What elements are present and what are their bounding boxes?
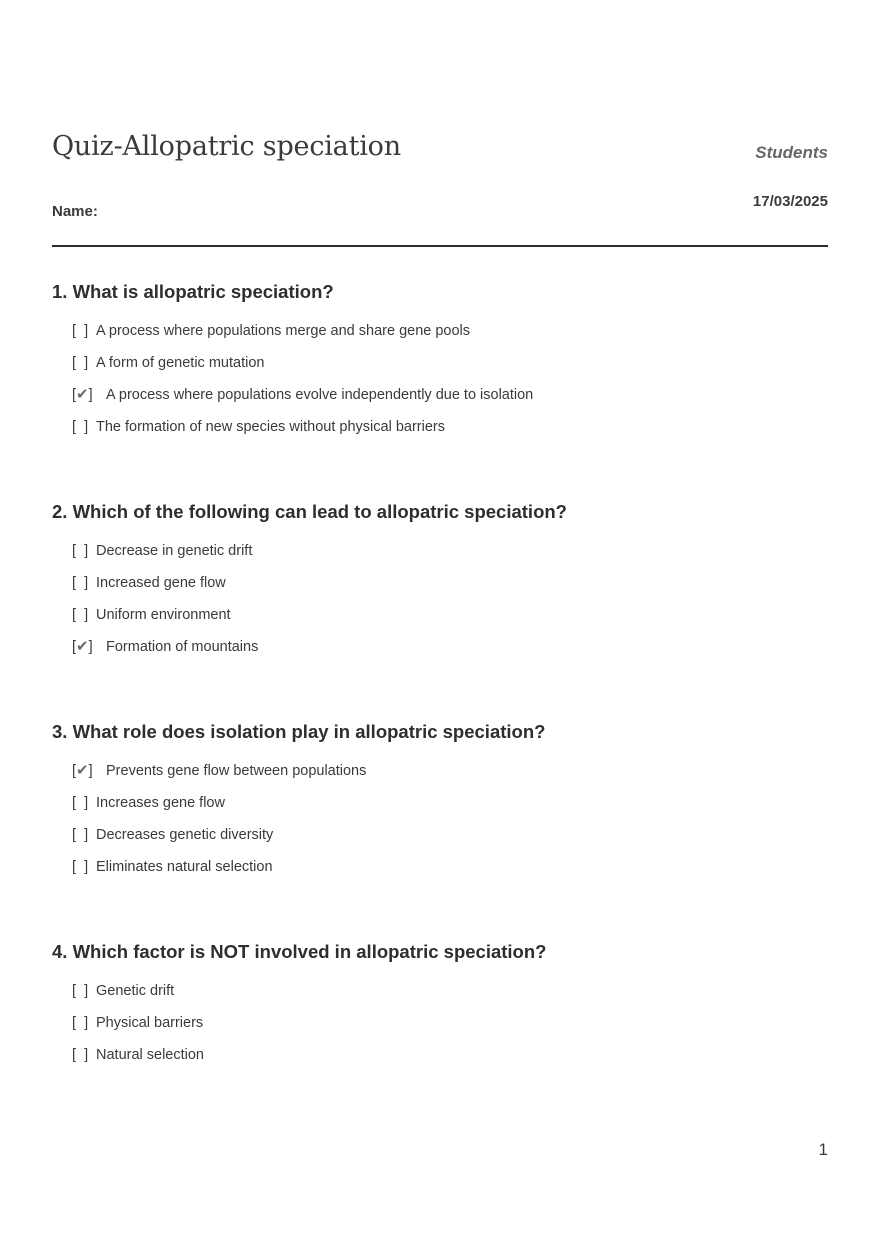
answer-text: Uniform environment [96, 607, 231, 623]
answer-option[interactable] [72, 760, 366, 792]
answer-options [72, 320, 533, 448]
checked-checkbox[interactable]: [✔︎] [72, 386, 93, 403]
empty-checkbox[interactable]: [ ] [72, 607, 89, 623]
answer-option[interactable] [72, 384, 533, 416]
answer-text: Prevents gene flow between populations [106, 763, 367, 779]
question-title: 4. Which factor is NOT involved in allopatric speciation? [52, 941, 547, 962]
checkmark-icon: ✔︎ [76, 638, 89, 655]
answer-option[interactable] [72, 636, 258, 668]
answer-option[interactable] [72, 572, 258, 604]
answer-options [72, 980, 204, 1076]
answer-text: Eliminates natural selection [96, 859, 273, 875]
empty-checkbox[interactable]: [ ] [72, 323, 89, 339]
checkmark-icon: ✔︎ [76, 762, 89, 779]
checkmark-icon: ✔︎ [76, 386, 89, 403]
question-4 [52, 940, 828, 1063]
answer-option[interactable] [72, 320, 533, 352]
answer-text: Increases gene flow [96, 795, 225, 811]
checked-checkbox[interactable]: [✔︎] [72, 638, 93, 655]
answer-text: The formation of new species without physical barriers [96, 419, 445, 435]
answer-text: Decreases genetic diversity [96, 827, 274, 843]
answer-option[interactable] [72, 824, 366, 856]
answer-option[interactable] [72, 980, 204, 1012]
answer-option[interactable] [72, 792, 366, 824]
question-3 [52, 720, 828, 875]
answer-text: A process where populations evolve independently due to isolation [106, 387, 534, 403]
empty-checkbox[interactable]: [ ] [72, 355, 89, 371]
question-title: 2. Which of the following can lead to allopatric speciation? [52, 501, 567, 522]
empty-checkbox[interactable]: [ ] [72, 827, 89, 843]
answer-text: A form of genetic mutation [96, 355, 265, 371]
answer-options [72, 760, 366, 888]
answer-option[interactable] [72, 540, 258, 572]
answer-text: Decrease in genetic drift [96, 543, 253, 559]
answer-text: Increased gene flow [96, 575, 226, 591]
answer-option[interactable] [72, 352, 533, 384]
empty-checkbox[interactable]: [ ] [72, 983, 89, 999]
empty-checkbox[interactable]: [ ] [72, 419, 89, 435]
page-number: 1 [818, 1140, 828, 1159]
answer-option[interactable] [72, 604, 258, 636]
quiz-date: 17/03/2025 [752, 193, 828, 210]
empty-checkbox[interactable]: [ ] [72, 1047, 89, 1063]
answer-text: Formation of mountains [106, 639, 259, 655]
answer-text: Genetic drift [96, 983, 175, 999]
answer-option[interactable] [72, 856, 366, 888]
question-2 [52, 500, 828, 655]
answer-text: A process where populations merge and share gene pools [96, 323, 471, 339]
answer-option[interactable] [72, 416, 533, 448]
question-title: 1. What is allopatric speciation? [52, 281, 334, 302]
answer-text: Natural selection [96, 1047, 204, 1063]
empty-checkbox[interactable]: [ ] [72, 543, 89, 559]
answer-text: Physical barriers [96, 1015, 204, 1031]
page-title: Quiz-Allopatric speciation [52, 131, 401, 162]
answer-option[interactable] [72, 1044, 204, 1076]
answer-options [72, 540, 258, 668]
question-1 [52, 280, 828, 435]
header-divider [52, 245, 828, 247]
empty-checkbox[interactable]: [ ] [72, 1015, 89, 1031]
name-field-label: Name: [52, 203, 98, 220]
empty-checkbox[interactable]: [ ] [72, 795, 89, 811]
empty-checkbox[interactable]: [ ] [72, 575, 89, 591]
checked-checkbox[interactable]: [✔︎] [72, 762, 93, 779]
answer-option[interactable] [72, 1012, 204, 1044]
audience-label: Students [755, 143, 828, 162]
question-title: 3. What role does isolation play in allopatric speciation? [52, 721, 546, 742]
empty-checkbox[interactable]: [ ] [72, 859, 89, 875]
